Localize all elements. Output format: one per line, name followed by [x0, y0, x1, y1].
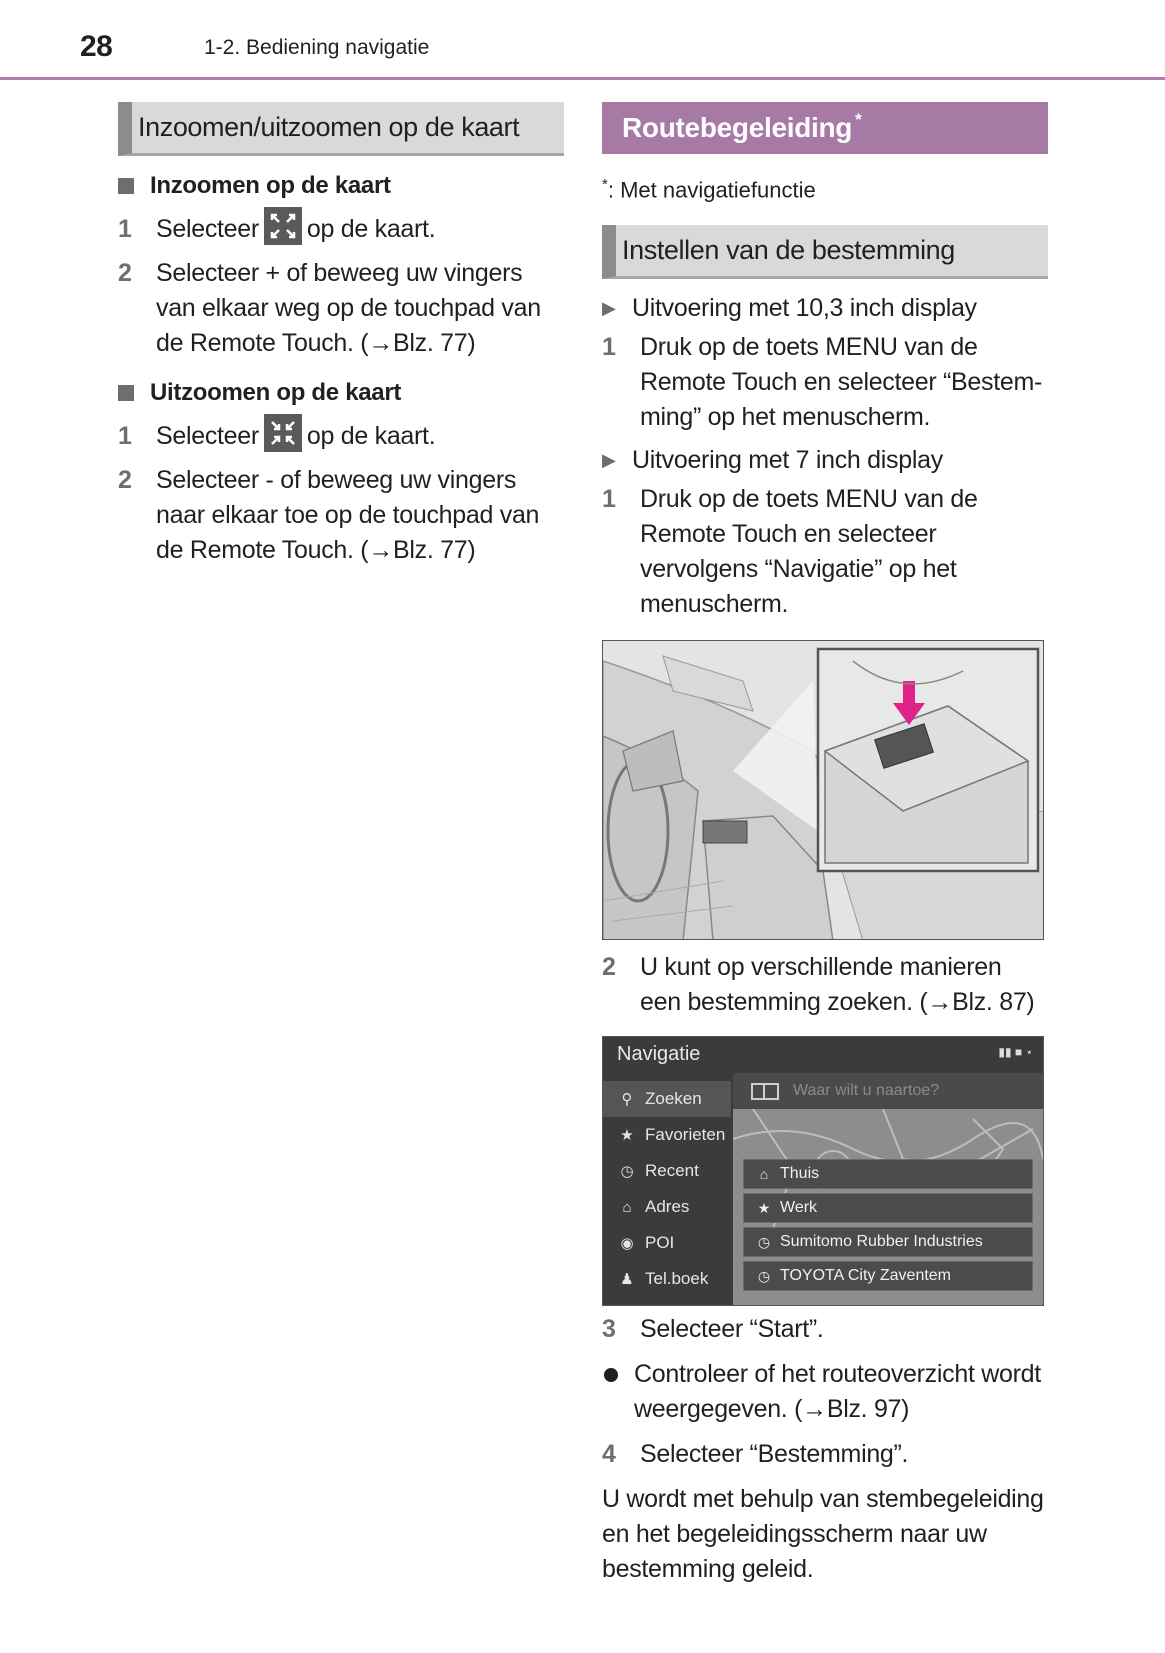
footnote: *: Met navigatiefunctie — [602, 176, 816, 203]
step-3: 3 Selecteer “Start”. — [602, 1315, 824, 1344]
page-header — [0, 0, 1165, 80]
navigation-screen — [602, 1036, 1044, 1306]
closing-paragraph: U wordt met behulp van stembegeleiding en het begeleidingsscherm naar uw bestemming geleid. — [602, 1485, 1044, 1584]
nav-menu-item-1[interactable]: ★ Favorieten — [603, 1117, 731, 1153]
clock-icon: ◷ — [757, 1233, 771, 1250]
zoom-out-step-2: 2 Selecteer - of beweeg uw vingers naar elkaar toe op de touchpad van de Remote Touch. (→Blz. 77) — [118, 466, 540, 564]
left-column — [118, 102, 564, 568]
destination-row-1[interactable]: ★ Werk — [743, 1193, 1033, 1223]
zoom-in-icon — [264, 207, 302, 245]
nav-menu-item-3[interactable]: ⌂ Adres — [603, 1189, 731, 1225]
keyboard-icon — [751, 1083, 779, 1100]
zoom-in-step-2: 2 Selecteer + of beweeg uw vingers van elkaar weg op de touchpad van de Remote Touch. (→Blz. 77) — [118, 259, 541, 357]
person-icon: ♟ — [620, 1271, 634, 1289]
star-icon: ★ — [757, 1199, 771, 1216]
destination-row-0[interactable]: ⌂ Thuis — [743, 1159, 1033, 1189]
route-guidance-heading: Routebegeleiding * — [602, 102, 1048, 154]
star-icon: ★ — [620, 1127, 634, 1145]
check-route-bullet: Controleer of het routeoverzicht wordt weergegeven. (→Blz. 97) — [602, 1357, 1048, 1427]
display-7-step-1: 1 Druk op de toets MENU van de Remote Touch en selecteer vervolgens “Navigatie” op het menuscherm. — [602, 485, 978, 619]
square-bullet-icon — [118, 178, 134, 194]
zoom-out-icon — [264, 414, 302, 452]
bullet-dot-icon — [604, 1368, 618, 1382]
display-10-3-step-1: 1 Druk op de toets MENU van de Remote Touch en selecteer “Bestemming” op het menuscherm. — [602, 333, 1043, 432]
step-4: 4 Selecteer “Bestemming”. — [602, 1440, 909, 1469]
square-bullet-icon — [118, 385, 134, 401]
triangle-bullet-icon: ▶ — [602, 298, 616, 319]
page-number: 28 — [80, 30, 113, 63]
zoom-in-step-1: 1 Selecteer op de kaart. — [118, 212, 564, 247]
step-2: 2 U kunt op verschillende manieren een bestemming zoeken. (→Blz. 87) — [602, 953, 1035, 1017]
clock-icon: ◷ — [757, 1267, 771, 1284]
zoom-heading: Inzoomen/uitzoomen op de kaart — [118, 102, 564, 156]
section-title: 1-2. Bediening navigatie — [204, 36, 430, 59]
nav-side-menu — [603, 1081, 731, 1303]
nav-menu-item-5[interactable]: ♟ Tel.boek — [603, 1261, 731, 1297]
pin-icon: ◉ — [620, 1235, 634, 1253]
status-icons: ▮▮ ■ ⋆ — [998, 1045, 1033, 1060]
car-interior-drawing — [603, 641, 1044, 940]
home-icon: ⌂ — [759, 1166, 769, 1183]
zoom-out-step-1: 1 Selecteer op de kaart. — [118, 419, 564, 454]
destination-heading: Instellen van de bestemming — [602, 225, 1048, 279]
nav-menu-item-2[interactable]: ◷ Recent — [603, 1153, 731, 1189]
nav-screen-title: Navigatie — [617, 1043, 701, 1066]
right-column — [602, 102, 1048, 1587]
nav-menu-item-4[interactable]: ◉ POI — [603, 1225, 731, 1261]
triangle-bullet-icon: ▶ — [602, 450, 616, 471]
display-7-label: ▶ Uitvoering met 7 inch display — [602, 443, 1048, 478]
search-icon: ⚲ — [621, 1091, 633, 1109]
destination-row-3[interactable]: ◷ TOYOTA City Zaventem — [743, 1261, 1033, 1291]
zoom-in-subheading: Inzoomen op de kaart — [118, 172, 564, 200]
address-icon: ⌂ — [622, 1198, 632, 1216]
zoom-out-subheading: Uitzoomen op de kaart — [118, 379, 564, 407]
nav-search-bar[interactable]: Waar wilt u naartoe? — [733, 1073, 1043, 1109]
nav-menu-item-0[interactable]: ⚲ Zoeken — [603, 1081, 731, 1117]
clock-icon: ◷ — [620, 1163, 634, 1181]
remote-touch-illustration — [602, 640, 1044, 940]
display-10-3-label: ▶ Uitvoering met 10,3 inch display — [602, 291, 1048, 326]
destination-row-2[interactable]: ◷ Sumitomo Rubber Industries — [743, 1227, 1033, 1257]
